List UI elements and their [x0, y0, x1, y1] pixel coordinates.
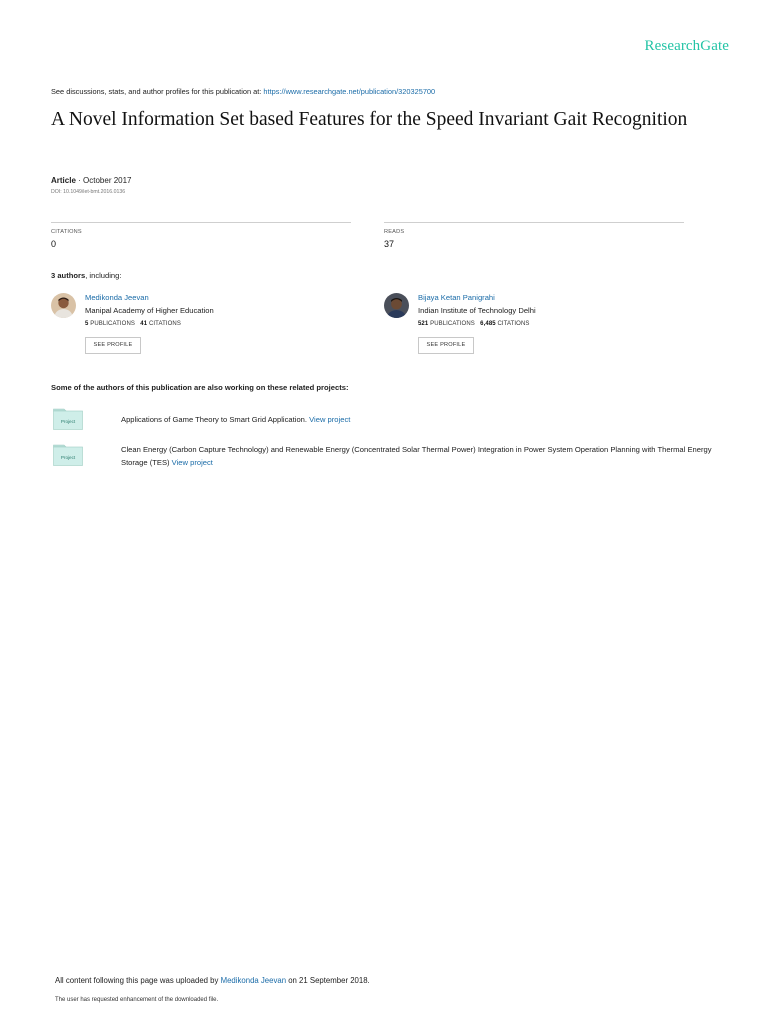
researchgate-logo[interactable]: ResearchGate — [644, 38, 729, 54]
project-description — [121, 414, 721, 427]
author-publications-label: PUBLICATIONS — [430, 321, 475, 327]
reads-label: READS — [384, 229, 405, 235]
author-citations-label: CITATIONS — [148, 321, 181, 327]
reads-value: 37 — [384, 239, 395, 249]
discussion-text: See discussions, stats, and author profiles for this publication at: — [51, 87, 262, 96]
author-stats — [418, 321, 529, 327]
author-publications-label: PUBLICATIONS — [90, 321, 135, 327]
author-card — [384, 292, 684, 362]
author-publications-count: 5 — [85, 321, 89, 327]
author-citations-count: 41 — [140, 321, 148, 327]
project-title: Applications of Game Theory to Smart Grid Application. — [121, 415, 307, 424]
enhancement-note: The user has requested enhancement of the downloaded file. — [55, 997, 219, 1003]
publication-meta — [51, 176, 132, 185]
publication-title: A Novel Information Set based Features for the Speed Invariant Gait Recognition — [51, 109, 688, 130]
project-item — [51, 408, 721, 432]
author-citations-label: CITATIONS — [497, 321, 530, 327]
project-title: Clean Energy (Carbon Capture Technology) and Renewable Energy (Concentrated Solar Thermal Power) Integration in Power System Operation Planning with Thermal Energy Storage (TES) — [121, 445, 712, 467]
author-avatar-icon[interactable] — [384, 293, 409, 318]
view-project-link[interactable]: View project — [171, 457, 213, 467]
upload-suffix: on 21 September 2018. — [288, 976, 370, 985]
publication-doi: DOI: 10.1049/iet-bmt.2016.0136 — [51, 189, 126, 195]
author-institution: Indian Institute of Technology Delhi — [418, 306, 536, 315]
publication-date: · October 2017 — [78, 176, 132, 185]
upload-prefix: All content following this page was uploaded by — [55, 976, 219, 985]
citations-label: CITATIONS — [51, 229, 82, 235]
reads-divider — [384, 222, 684, 223]
authors-count: 3 authors — [51, 271, 86, 280]
uploader-link[interactable]: Medikonda Jeevan — [220, 976, 287, 985]
project-icon-label: Project — [60, 455, 76, 460]
publication-type: Article — [51, 176, 76, 185]
author-name-link[interactable]: Medikonda Jeevan — [85, 293, 149, 302]
see-profile-button[interactable]: SEE PROFILE — [418, 337, 474, 354]
author-name-link[interactable]: Bijaya Ketan Panigrahi — [418, 293, 495, 302]
project-item — [51, 444, 721, 470]
view-project-link[interactable]: View project — [309, 415, 351, 424]
author-card — [51, 292, 351, 362]
upload-note — [55, 976, 370, 985]
author-institution: Manipal Academy of Higher Education — [85, 306, 214, 315]
discussion-line — [51, 87, 435, 96]
project-folder-icon[interactable] — [53, 408, 83, 430]
author-publications-count: 521 — [418, 321, 429, 327]
author-stats — [85, 321, 181, 327]
citations-divider — [51, 222, 351, 223]
project-icon-label: Project — [60, 419, 76, 424]
authors-heading-suffix: , including: — [85, 271, 122, 280]
author-avatar-icon[interactable] — [51, 293, 76, 318]
publication-url-link[interactable]: https://www.researchgate.net/publication/320325700 — [263, 87, 436, 96]
project-folder-icon[interactable] — [53, 444, 83, 466]
author-citations-count: 6,485 — [480, 321, 496, 327]
authors-heading — [51, 271, 122, 280]
citations-value: 0 — [51, 239, 57, 249]
related-projects-heading: Some of the authors of this publication are also working on these related projects: — [51, 383, 349, 392]
project-description — [121, 444, 721, 469]
see-profile-button[interactable]: SEE PROFILE — [85, 337, 141, 354]
